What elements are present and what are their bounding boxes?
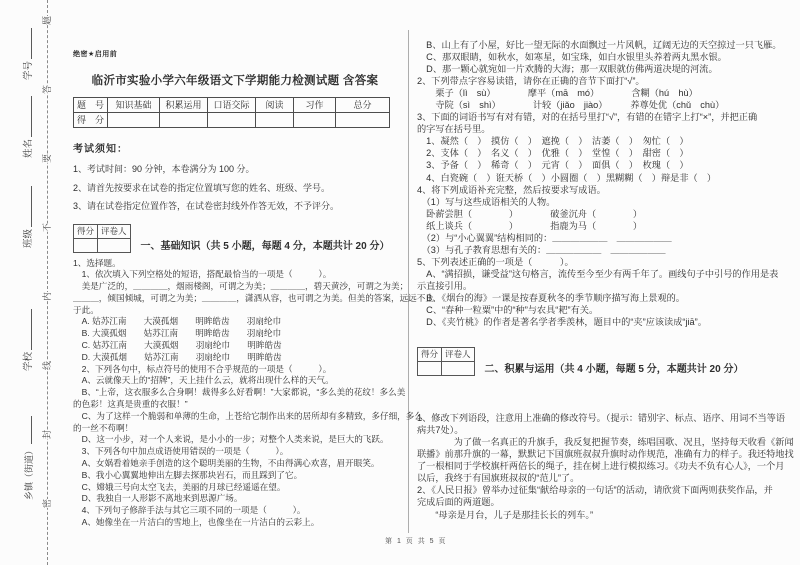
seal-field-blank	[31, 28, 32, 59]
text-line: 联播》前那升旗的一幕，默默记下国旗班叔叔升旗时动作规范，准确有力的样子。我还特地找	[417, 449, 794, 460]
text-line: 纸上谈兵（ ） 指鹿为马（ ）	[417, 220, 643, 231]
section-one-header-row	[73, 224, 397, 253]
score-table-header-cell: 总分	[336, 98, 390, 113]
text-line: D、《夹竹桃》的作者是著名学者季羡林，题目中的“夹”应该读成“jiā”。	[417, 317, 707, 328]
grader-score-box	[417, 347, 475, 376]
seal-field-blank	[31, 96, 32, 137]
section-one-right-lines	[417, 39, 793, 328]
score-table-header-cell: 题 号	[74, 98, 108, 113]
text-line: 2、下列带点字容易读错，请你在正确的音节下面打“√”。	[417, 76, 645, 87]
seal-line-char: 封	[41, 429, 52, 440]
text-line: （1）写与这些成语相关的人物。	[417, 196, 556, 207]
score-summary-table	[73, 97, 390, 128]
text-line: （2）与“小心翼翼”结构相同的：＿＿＿＿＿＿ ＿＿＿＿＿＿	[417, 232, 672, 243]
text-line: 卧薪尝胆（ ） 破釜沉舟（ ）	[417, 208, 643, 219]
text-line: “母亲是月台，儿子是那挂长长的列车。”	[417, 509, 594, 520]
seal-field-label: 班级	[23, 228, 34, 248]
text-line: 美是广泛的，＿＿＿＿，烟雨楼阁，可谓之为美；＿＿＿＿，碧天黄沙，可谓之为美；	[73, 281, 409, 292]
text-line: 于此。	[73, 304, 99, 315]
text-line: C. 姑苏江南 大漠孤烟 羽扇纶巾 明眸皓齿	[73, 340, 282, 351]
text-line: D. 大漠孤烟 姑苏江南 羽扇纶巾 明眸皓齿	[73, 351, 282, 362]
seal-field-township	[22, 416, 35, 500]
text-line: 了一根相同于学校旗杆两倍长的绳子，挂在树上进行模拟练习。《功夫不负有心人》，一个月	[417, 461, 785, 472]
text-line: D、这一小步，对一个人来说，是小小的一步；对整个人类来说，是巨大的飞跃。	[73, 434, 389, 445]
text-line: 栗子（lì sù） 摩平（mā mó） 含糊（hú hù）	[417, 88, 698, 99]
text-line: 1、修改下列语段，注意用上准确的修改符号。（提示：错别字、标点、语序、用词不当等语	[417, 413, 786, 424]
score-table-header-cell: 积累运用	[160, 98, 208, 113]
classification-label: 绝密★启用前	[73, 51, 118, 58]
seal-field-blank	[31, 416, 32, 444]
right-column	[417, 0, 793, 521]
text-line: 5、下列表述正确的一项是（ ）。	[417, 256, 574, 267]
section-two-heading: 二、积累与运用（共 4 小题，每题 5 分，本题共计 20 分）	[484, 364, 744, 376]
text-line: 的色彩！这真是贵重的衣服！”	[73, 399, 188, 410]
score-table-header-cell: 习作	[294, 98, 336, 113]
text-line: 的字写在括号里。	[417, 124, 491, 135]
seal-field-label: 姓名	[23, 138, 34, 158]
grader-box-score-label: 得分	[74, 224, 98, 238]
section-two-lines	[417, 412, 793, 520]
text-line: 3、予备（ ） 稀奇（ ） 元宵（ ） 面俱（ ） 枚瑰（ ）	[417, 160, 689, 171]
score-cell-empty	[160, 113, 208, 128]
text-line: A、云就像天上的“招牌”，天上挂什么云，就将出现什么样的天气。	[73, 375, 334, 386]
notice-item: 2、请首先按要求在试卷的指定位置填写您的姓名、班级、学号。	[73, 182, 331, 193]
text-line: B. 大漠孤烟 姑苏江南 明眸皓齿 羽扇纶巾	[73, 328, 282, 339]
notice-item: 1、考试时间：90 分钟，本卷满分为 100 分。	[73, 164, 255, 174]
seal-line-char: 内	[41, 291, 52, 302]
score-cell-empty	[108, 113, 160, 128]
score-table-header-row	[74, 98, 390, 113]
text-line: 病共7处）。	[417, 425, 464, 436]
text-line: C、那双眼睛，如秋水，如寒星，如宝珠，如白水银里头养着两丸黑水银。	[417, 52, 727, 63]
grader-box-score-cell	[418, 362, 442, 376]
score-cell-empty	[294, 113, 336, 128]
section-two-header-row	[417, 347, 793, 376]
text-line: 4、下列句子修辞手法与其它三项不同的一项是（ ）。	[73, 505, 306, 516]
section-one-heading: 一、基础知识（共 5 小题，每题 4 分，本题共计 20 分）	[140, 240, 390, 252]
seal-line-char: 要	[41, 153, 52, 164]
seal-field-blank	[31, 309, 32, 350]
text-line: B、我小心翼翼地伸出左脚去探那块岩石，而且踩到了它。	[73, 469, 303, 480]
text-line: 为了做一名真正的升旗手，我反复把握节奏，练唱国歌、况且，坚持每天收看《新闻	[417, 437, 794, 448]
grader-box-grader-label: 评卷人	[98, 224, 131, 238]
score-row-label: 得 分	[74, 113, 108, 128]
seal-field-name	[22, 96, 35, 158]
text-line: A. 姑苏江南 大漠孤烟 明眸皓齿 羽扇纶巾	[73, 316, 282, 327]
text-line: 2、下列各句中，标点符号的使用不合乎规范的一项是（ ）。	[73, 363, 332, 374]
score-table-header-cell: 阅读	[256, 98, 294, 113]
notice-item: 3、请在试卷指定位置作答，在试卷密封线外作答无效，不予评分。	[73, 201, 340, 211]
text-line: B、《烟台的海》一课是按春夏秋冬的季节顺序描写海上景观的。	[417, 292, 685, 303]
text-line: 完成后面的两道题。	[417, 497, 500, 508]
seal-line-char: 答	[41, 84, 52, 95]
text-line: C、为了这样一个脆弱和单薄的生命，上苍给它制作出来的居所却有多精致，多仔细，多么	[73, 410, 423, 421]
text-line: 1、依次填入下列空格处的短语，搭配最恰当的一项是（ ）。	[73, 269, 332, 280]
seal-line-text	[41, 14, 54, 510]
seal-line-char: 密	[41, 498, 52, 509]
left-column	[73, 0, 434, 529]
score-table-header-cell: 口语交际	[208, 98, 256, 113]
text-line: （3）与孔子教育思想有关的：＿＿＿＿＿＿ ＿＿＿＿＿＿	[417, 244, 666, 255]
text-line: 1、凝然（ ） 摸仿（ ） 遮挽（ ） 沽萎（ ） 匆忙（ ）	[417, 136, 689, 147]
score-table-header-cell: 知识基础	[108, 98, 160, 113]
text-line: 2、支体（ ） 名义（ ） 优雅（ ） 堂惶（ ） 甜密（ ）	[417, 148, 689, 159]
seal-field-student-number	[22, 28, 35, 80]
grader-score-box	[73, 224, 131, 253]
seal-field-class	[22, 186, 35, 248]
grader-box-score-label: 得分	[418, 348, 442, 362]
seal-line-char: 线	[41, 360, 52, 371]
page-footer: 第 1 页 共 5 页	[385, 538, 448, 545]
text-line: 3、下列各句中加点成语使用错误的一项是（ ）。	[73, 446, 289, 457]
seal-field-label: 乡镇（街道）	[24, 445, 34, 500]
seal-line-char: 不	[41, 222, 52, 233]
text-line: 1、选择题。	[73, 257, 121, 268]
text-line: ＿＿＿，倾国倾城，可谓之为美；＿＿＿＿，潇洒从容，也可谓之为美。但美的答案，远远不止	[73, 292, 434, 303]
seal-line-char: 题	[41, 15, 52, 26]
column-divider	[408, 30, 409, 533]
text-line: 示直接引用。	[417, 280, 473, 291]
text-line: 以后，我终于有国旗班叔叔的“范儿”了。	[417, 473, 580, 484]
text-line: 的一丝不苟啊！	[73, 422, 134, 433]
score-cell-empty	[208, 113, 256, 128]
seal-field-blank	[31, 186, 32, 227]
text-line: 寺院（sì shì） 计较（jiǎo jiào） 养尊处优（chǔ chù）	[417, 100, 725, 111]
text-line: A、“满招损，谦受益”这句格言，流传至今至少有两千年了。画线句子中引号的作用是表	[417, 268, 779, 279]
text-line: B、“上帝，这衣服多么合身啊！裁得多么好看啊！”大家都说，“多么美的花纹！多么美	[73, 387, 406, 398]
text-line: 4、将下列成语补充完整，然后按要求写成语。	[417, 184, 606, 195]
grader-box-grader-label: 评卷人	[442, 348, 475, 362]
text-line: 2、《人民日报》曾举办过征集“献给母亲的一句话”的活动，请欣赏下面两则获奖作品，并	[417, 485, 773, 496]
text-line: A、女娲看着她亲手创造的这个聪明美丽的生物，不由得满心欢喜，眉开眼笑。	[73, 458, 380, 469]
text-line: 4、白瓷碗（ ）诳天桥（ ）小圆圈（ ）黑糊糊（ ）辩是非（ ）	[417, 172, 717, 183]
score-cell-empty	[336, 113, 390, 128]
seal-field-school	[22, 309, 35, 371]
grader-box-grader-cell	[98, 238, 131, 252]
text-line: A、她像坐在一片洁白的雪地上，也像坐在一片洁白的云彩上。	[73, 517, 320, 528]
seal-field-label: 学号	[23, 60, 34, 80]
grader-box-grader-cell	[442, 362, 475, 376]
score-table-score-row	[74, 113, 390, 128]
text-line: D、我独自一人形影不离地来到思源广场。	[73, 493, 243, 504]
text-line: C、“春种一粒粟”中的“种”与农具“耙”有关。	[417, 305, 599, 316]
text-line: C、嫦娥三号向太空飞去，美丽的月球已经遥遥在望。	[73, 481, 286, 492]
notice-heading: 考试须知：	[73, 144, 128, 155]
text-line: D、那一颗心就宛如一片欢腾的大海；那一双眼就仿佛两道决堤的河流。	[417, 64, 718, 75]
paper-title: 临沂市实验小学六年级语文下学期能力检测试题 含答案	[91, 75, 379, 87]
notice-list	[73, 160, 397, 216]
grader-box-score-cell	[74, 238, 98, 252]
seal-field-label: 学校	[23, 351, 34, 371]
text-line: 3、下面的词语书写有对有错，对的在括号里打“√”，有错的在错字上打“×”，并把正确	[417, 112, 758, 123]
score-cell-empty	[256, 113, 294, 128]
text-line: B、山上有了小屋，好比一望无际的水面飘过一片风帆，辽阔无边的天空掠过一只飞雁。	[417, 40, 782, 50]
